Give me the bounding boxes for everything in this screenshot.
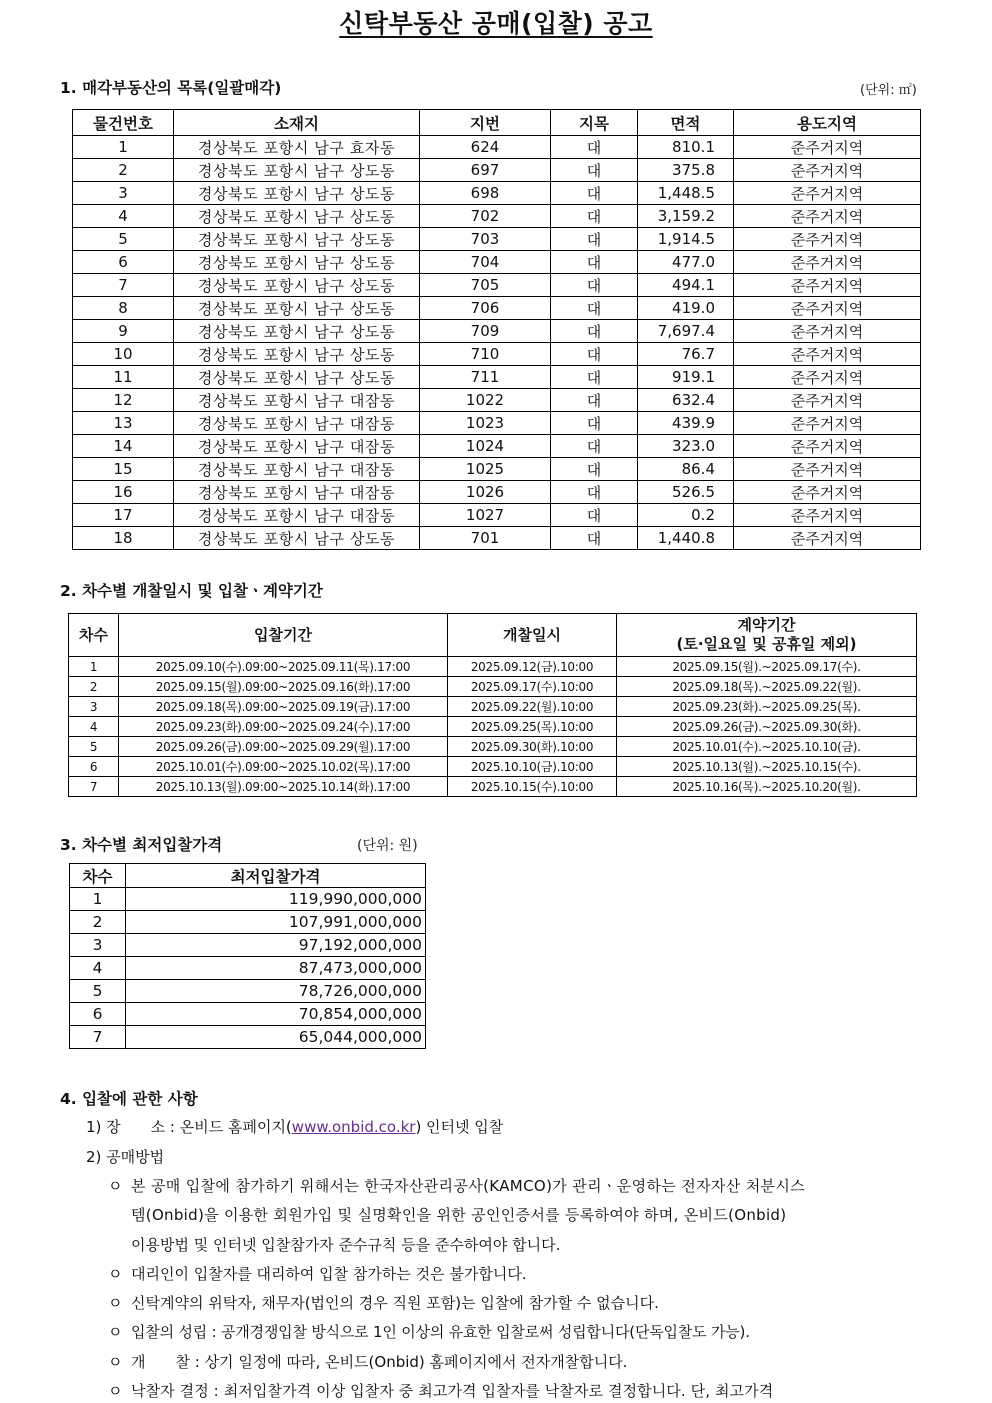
cell-area: 632.4 — [638, 389, 734, 412]
section1-unit: (단위: ㎡) — [860, 83, 917, 98]
cell-land-category: 대 — [551, 228, 638, 251]
cell-round: 4 — [69, 717, 119, 737]
cell-land-category: 대 — [551, 481, 638, 504]
cell-lot-no: 704 — [420, 251, 551, 274]
table-header-row — [70, 864, 426, 888]
cell-item-no: 9 — [73, 320, 174, 343]
section3-heading: 3. 차수별 최저입찰가격 — [60, 836, 223, 854]
cell-min-price: 65,044,000,000 — [126, 1026, 426, 1049]
cell-land-category: 대 — [551, 297, 638, 320]
cell-lot-no: 1023 — [420, 412, 551, 435]
cell-location: 경상북도 포항시 남구 대잠동 — [174, 481, 420, 504]
cell-bid-period: 2025.09.10(수).09:00~2025.09.11(목).17:00 — [119, 657, 448, 677]
bullet-icon: ㅇ — [108, 1382, 123, 1400]
cell-land-category: 대 — [551, 458, 638, 481]
cell-location: 경상북도 포항시 남구 상도동 — [174, 274, 420, 297]
place-suffix: ) 인터넷 입찰 — [415, 1118, 504, 1136]
table-row — [73, 481, 921, 504]
cell-item-no: 8 — [73, 297, 174, 320]
cell-item-no: 18 — [73, 527, 174, 550]
header-contract-period — [617, 614, 917, 657]
header-contract-period-note: (토·일요일 및 공휴일 제외) — [676, 635, 857, 653]
header-round: 차수 — [70, 864, 126, 888]
cell-item-no: 17 — [73, 504, 174, 527]
cell-min-price: 119,990,000,000 — [126, 888, 426, 911]
cell-round: 5 — [70, 980, 126, 1003]
cell-land-category: 대 — [551, 274, 638, 297]
table-row — [73, 159, 921, 182]
cell-bid-period: 2025.09.23(화).09:00~2025.09.24(수).17:00 — [119, 717, 448, 737]
cell-location: 경상북도 포항시 남구 효자동 — [174, 136, 420, 159]
cell-round: 1 — [70, 888, 126, 911]
table-row — [73, 389, 921, 412]
bullet-1-line-2: 템(Onbid)을 이용한 회원가입 및 실명확인을 위한 공인인증서를 등록하여야 하며, 온비드(Onbid) — [131, 1206, 787, 1224]
table-row — [73, 504, 921, 527]
table-row — [70, 957, 426, 980]
cell-land-category: 대 — [551, 159, 638, 182]
cell-zoning: 준주거지역 — [734, 366, 921, 389]
cell-lot-no: 1027 — [420, 504, 551, 527]
table-row — [70, 934, 426, 957]
cell-area: 494.1 — [638, 274, 734, 297]
cell-min-price: 78,726,000,000 — [126, 980, 426, 1003]
cell-contract-period: 2025.09.23(화).~2025.09.25(목). — [617, 697, 917, 717]
cell-item-no: 1 — [73, 136, 174, 159]
cell-lot-no: 698 — [420, 182, 551, 205]
cell-round: 1 — [69, 657, 119, 677]
table-row — [73, 251, 921, 274]
cell-land-category: 대 — [551, 343, 638, 366]
cell-zoning: 준주거지역 — [734, 458, 921, 481]
cell-opening-datetime: 2025.10.15(수).10:00 — [448, 777, 617, 797]
table-row — [69, 717, 917, 737]
table-row — [70, 888, 426, 911]
cell-zoning: 준주거지역 — [734, 205, 921, 228]
cell-opening-datetime: 2025.09.12(금).10:00 — [448, 657, 617, 677]
cell-zoning: 준주거지역 — [734, 320, 921, 343]
cell-contract-period: 2025.10.16(목).~2025.10.20(월). — [617, 777, 917, 797]
cell-zoning: 준주거지역 — [734, 504, 921, 527]
section3-unit: (단위: 원) — [357, 838, 418, 854]
section4-heading: 4. 입찰에 관한 사항 — [60, 1090, 198, 1108]
cell-lot-no: 1022 — [420, 389, 551, 412]
table-row — [73, 182, 921, 205]
cell-contract-period: 2025.10.01(수).~2025.10.10(금). — [617, 737, 917, 757]
cell-area: 526.5 — [638, 481, 734, 504]
table-row — [73, 412, 921, 435]
cell-land-category: 대 — [551, 366, 638, 389]
cell-lot-no: 709 — [420, 320, 551, 343]
page-title: 신탁부동산 공매(입찰) 공고 — [339, 9, 653, 38]
header-zoning: 용도지역 — [734, 110, 921, 136]
header-area: 면적 — [638, 110, 734, 136]
cell-area: 1,448.5 — [638, 182, 734, 205]
cell-location: 경상북도 포항시 남구 상도동 — [174, 182, 420, 205]
cell-item-no: 11 — [73, 366, 174, 389]
cell-zoning: 준주거지역 — [734, 297, 921, 320]
cell-contract-period: 2025.09.15(월).~2025.09.17(수). — [617, 657, 917, 677]
cell-round: 6 — [70, 1003, 126, 1026]
cell-item-no: 15 — [73, 458, 174, 481]
bullet-1-line-1: 본 공매 입찰에 참가하기 위해서는 한국자산관리공사(KAMCO)가 관리ㆍ운영하는 전자자산 처분시스 — [131, 1177, 806, 1195]
cell-zoning: 준주거지역 — [734, 159, 921, 182]
cell-land-category: 대 — [551, 182, 638, 205]
cell-land-category: 대 — [551, 412, 638, 435]
cell-area: 3,159.2 — [638, 205, 734, 228]
table-row — [73, 274, 921, 297]
cell-area: 7,697.4 — [638, 320, 734, 343]
cell-lot-no: 711 — [420, 366, 551, 389]
cell-round: 4 — [70, 957, 126, 980]
header-land-category: 지목 — [551, 110, 638, 136]
section1-heading: 1. 매각부동산의 목록(일괄매각) — [60, 79, 282, 97]
cell-location: 경상북도 포항시 남구 대잠동 — [174, 458, 420, 481]
cell-round: 5 — [69, 737, 119, 757]
header-min-price: 최저입찰가격 — [126, 864, 426, 888]
schedule-table — [68, 613, 917, 797]
bullet-1-line-3: 이용방법 및 인터넷 입찰참가자 준수규칙 등을 준수하여야 합니다. — [131, 1236, 561, 1254]
cell-location: 경상북도 포항시 남구 대잠동 — [174, 504, 420, 527]
method-label: 2) 공매방법 — [86, 1148, 165, 1166]
cell-land-category: 대 — [551, 435, 638, 458]
cell-item-no: 2 — [73, 159, 174, 182]
cell-round: 2 — [69, 677, 119, 697]
header-contract-period-title: 계약기간 — [737, 616, 796, 634]
cell-land-category: 대 — [551, 389, 638, 412]
table-row — [70, 1003, 426, 1026]
bullet-2: 대리인이 입찰자를 대리하여 입찰 참가하는 것은 불가합니다. — [131, 1265, 527, 1283]
cell-zoning: 준주거지역 — [734, 412, 921, 435]
cell-area: 86.4 — [638, 458, 734, 481]
cell-area: 323.0 — [638, 435, 734, 458]
table-row — [69, 777, 917, 797]
header-lot-no: 지번 — [420, 110, 551, 136]
cell-round: 3 — [69, 697, 119, 717]
cell-area: 1,440.8 — [638, 527, 734, 550]
table-row — [73, 527, 921, 550]
onbid-link[interactable]: www.onbid.co.kr — [291, 1118, 416, 1136]
cell-zoning: 준주거지역 — [734, 274, 921, 297]
cell-zoning: 준주거지역 — [734, 182, 921, 205]
cell-round: 7 — [70, 1026, 126, 1049]
cell-bid-period: 2025.09.15(월).09:00~2025.09.16(화).17:00 — [119, 677, 448, 697]
cell-area: 0.2 — [638, 504, 734, 527]
cell-opening-datetime: 2025.10.10(금).10:00 — [448, 757, 617, 777]
cell-round: 2 — [70, 911, 126, 934]
table-row — [73, 320, 921, 343]
cell-lot-no: 1024 — [420, 435, 551, 458]
bullet-4: 입찰의 성립 : 공개경쟁입찰 방식으로 1인 이상의 유효한 입찰로써 성립합니다(단독입찰도 가능). — [131, 1323, 750, 1341]
cell-area: 76.7 — [638, 343, 734, 366]
bullet-icon: ㅇ — [108, 1323, 123, 1341]
cell-area: 419.0 — [638, 297, 734, 320]
bullet-3: 신탁계약의 위탁자, 채무자(법인의 경우 직원 포함)는 입찰에 참가할 수 없습니다. — [131, 1294, 659, 1312]
cell-location: 경상북도 포항시 남구 대잠동 — [174, 412, 420, 435]
bullet-5: 개 찰 : 상기 일정에 따라, 온비드(Onbid) 홈페이지에서 전자개찰합니다. — [131, 1353, 628, 1371]
cell-area: 1,914.5 — [638, 228, 734, 251]
bullet-6: 낙찰자 결정 : 최저입찰가격 이상 입찰자 중 최고가격 입찰자를 낙찰자로 결정합니다. 단, 최고가격 — [131, 1382, 774, 1400]
cell-min-price: 97,192,000,000 — [126, 934, 426, 957]
table-row — [69, 697, 917, 717]
cell-location: 경상북도 포항시 남구 대잠동 — [174, 435, 420, 458]
cell-location: 경상북도 포항시 남구 상도동 — [174, 343, 420, 366]
cell-item-no: 12 — [73, 389, 174, 412]
cell-zoning: 준주거지역 — [734, 481, 921, 504]
cell-zoning: 준주거지역 — [734, 251, 921, 274]
cell-contract-period: 2025.10.13(월).~2025.10.15(수). — [617, 757, 917, 777]
cell-zoning: 준주거지역 — [734, 343, 921, 366]
cell-item-no: 16 — [73, 481, 174, 504]
cell-zoning: 준주거지역 — [734, 389, 921, 412]
cell-min-price: 107,991,000,000 — [126, 911, 426, 934]
cell-contract-period: 2025.09.26(금).~2025.09.30(화). — [617, 717, 917, 737]
cell-land-category: 대 — [551, 136, 638, 159]
cell-area: 919.1 — [638, 366, 734, 389]
table-header-row — [73, 110, 921, 136]
table-row — [73, 205, 921, 228]
cell-bid-period: 2025.10.13(월).09:00~2025.10.14(화).17:00 — [119, 777, 448, 797]
cell-land-category: 대 — [551, 527, 638, 550]
cell-round: 7 — [69, 777, 119, 797]
table-row — [73, 297, 921, 320]
header-bid-period: 입찰기간 — [119, 614, 448, 657]
cell-location: 경상북도 포항시 남구 상도동 — [174, 205, 420, 228]
cell-land-category: 대 — [551, 320, 638, 343]
cell-area: 477.0 — [638, 251, 734, 274]
cell-location: 경상북도 포항시 남구 상도동 — [174, 228, 420, 251]
cell-area: 810.1 — [638, 136, 734, 159]
bullet-icon: ㅇ — [108, 1265, 123, 1283]
table-row — [69, 757, 917, 777]
cell-opening-datetime: 2025.09.17(수).10:00 — [448, 677, 617, 697]
cell-lot-no: 702 — [420, 205, 551, 228]
table-row — [70, 980, 426, 1003]
table-row — [73, 435, 921, 458]
cell-zoning: 준주거지역 — [734, 228, 921, 251]
cell-item-no: 10 — [73, 343, 174, 366]
property-list-table — [72, 109, 921, 550]
header-location: 소재지 — [174, 110, 420, 136]
cell-location: 경상북도 포항시 남구 상도동 — [174, 527, 420, 550]
cell-bid-period: 2025.09.18(목).09:00~2025.09.19(금).17:00 — [119, 697, 448, 717]
table-row — [70, 1026, 426, 1049]
cell-item-no: 14 — [73, 435, 174, 458]
cell-zoning: 준주거지역 — [734, 527, 921, 550]
table-header-row — [69, 614, 917, 657]
place-line — [86, 1116, 503, 1137]
cell-lot-no: 706 — [420, 297, 551, 320]
cell-item-no: 6 — [73, 251, 174, 274]
cell-min-price: 87,473,000,000 — [126, 957, 426, 980]
cell-area: 439.9 — [638, 412, 734, 435]
cell-lot-no: 624 — [420, 136, 551, 159]
cell-land-category: 대 — [551, 504, 638, 527]
table-row — [73, 366, 921, 389]
cell-zoning: 준주거지역 — [734, 136, 921, 159]
cell-lot-no: 701 — [420, 527, 551, 550]
table-row — [69, 677, 917, 697]
cell-area: 375.8 — [638, 159, 734, 182]
table-row — [69, 657, 917, 677]
cell-land-category: 대 — [551, 205, 638, 228]
cell-opening-datetime: 2025.09.30(화).10:00 — [448, 737, 617, 757]
cell-location: 경상북도 포항시 남구 대잠동 — [174, 389, 420, 412]
cell-lot-no: 1026 — [420, 481, 551, 504]
table-row — [73, 343, 921, 366]
header-round: 차수 — [69, 614, 119, 657]
cell-location: 경상북도 포항시 남구 상도동 — [174, 320, 420, 343]
table-row — [73, 136, 921, 159]
cell-lot-no: 697 — [420, 159, 551, 182]
header-item-no: 물건번호 — [73, 110, 174, 136]
bullet-icon: ㅇ — [108, 1294, 123, 1312]
min-price-table — [69, 863, 426, 1049]
cell-lot-no: 710 — [420, 343, 551, 366]
cell-item-no: 7 — [73, 274, 174, 297]
bullet-icon: ㅇ — [108, 1353, 123, 1371]
cell-location: 경상북도 포항시 남구 상도동 — [174, 366, 420, 389]
cell-zoning: 준주거지역 — [734, 435, 921, 458]
cell-lot-no: 703 — [420, 228, 551, 251]
cell-opening-datetime: 2025.09.22(월).10:00 — [448, 697, 617, 717]
cell-location: 경상북도 포항시 남구 상도동 — [174, 251, 420, 274]
table-row — [73, 228, 921, 251]
cell-contract-period: 2025.09.18(목).~2025.09.22(월). — [617, 677, 917, 697]
section2-heading: 2. 차수별 개찰일시 및 입찰ㆍ계약기간 — [60, 582, 323, 600]
cell-bid-period: 2025.09.26(금).09:00~2025.09.29(월).17:00 — [119, 737, 448, 757]
table-row — [69, 737, 917, 757]
cell-round: 3 — [70, 934, 126, 957]
cell-item-no: 5 — [73, 228, 174, 251]
cell-opening-datetime: 2025.09.25(목).10:00 — [448, 717, 617, 737]
cell-land-category: 대 — [551, 251, 638, 274]
place-label: 1) 장 소 : 온비드 홈페이지( — [86, 1118, 292, 1136]
header-opening-datetime: 개찰일시 — [448, 614, 617, 657]
cell-item-no: 13 — [73, 412, 174, 435]
cell-round: 6 — [69, 757, 119, 777]
cell-location: 경상북도 포항시 남구 상도동 — [174, 297, 420, 320]
bullet-icon: ㅇ — [108, 1177, 123, 1195]
table-row — [73, 458, 921, 481]
cell-item-no: 3 — [73, 182, 174, 205]
cell-location: 경상북도 포항시 남구 상도동 — [174, 159, 420, 182]
cell-lot-no: 1025 — [420, 458, 551, 481]
table-row — [70, 911, 426, 934]
cell-item-no: 4 — [73, 205, 174, 228]
cell-min-price: 70,854,000,000 — [126, 1003, 426, 1026]
cell-lot-no: 705 — [420, 274, 551, 297]
cell-bid-period: 2025.10.01(수).09:00~2025.10.02(목).17:00 — [119, 757, 448, 777]
